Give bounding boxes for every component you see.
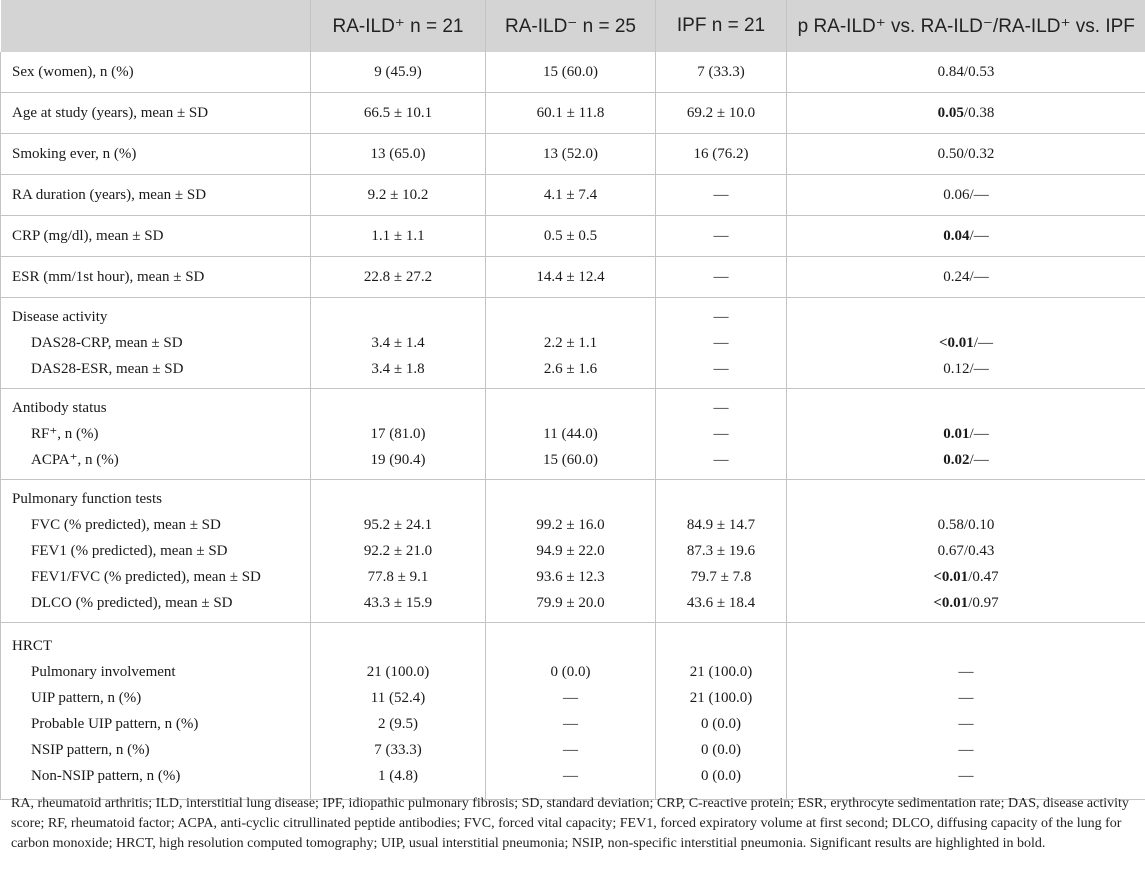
row-label: Non-NSIP pattern, n (%) xyxy=(31,768,181,784)
cell-value: 21 (100.0) xyxy=(689,664,753,680)
cell-value: 94.9 ± 22.0 xyxy=(536,543,605,559)
row-label: DAS28-ESR, mean ± SD xyxy=(31,361,184,377)
p-value xyxy=(787,175,1145,215)
p-value xyxy=(787,52,1145,92)
p-rest: /0.97 xyxy=(968,595,999,611)
row-label: Smoking ever, n (%) xyxy=(12,146,137,162)
cell-value: — xyxy=(713,426,729,442)
cell-value: — xyxy=(563,690,578,706)
row-label: Sex (women), n (%) xyxy=(12,64,134,80)
cell-value: 2 (9.5) xyxy=(378,716,418,732)
cell-value: 43.3 ± 15.9 xyxy=(363,595,433,611)
table-row xyxy=(1,175,1145,216)
cell-value: 69.2 ± 10.0 xyxy=(686,105,756,121)
cell-value: 2.2 ± 1.1 xyxy=(543,335,598,351)
table-footnote: RA, rheumatoid arthritis; ILD, interstitial lung disease; IPF, idiopathic pulmonary fibrosis; SD, standard deviation; CRP, C-reactive protein; ESR, erythrocyte sedimentation rate; DAS, disease activity score; RF, rheumatoid factor; ACPA, anti-cyclic citrullinated peptide antibodies; FVC, forced vital capacity; FEV1, forced expiratory volume at first second; DLCO, diffusing capacity of the lung for carbon monoxide; HRCT, high resolution computed tomography; UIP, usual interstitial pneumonia; NSIP, non-specific interstitial pneumonia. Significant results are highlighted in bold. xyxy=(11,796,1129,851)
group-hrct xyxy=(1,623,1145,800)
header-p-value: p RA-ILD⁺ vs. RA-ILD⁻/RA-ILD⁺ vs. IPF xyxy=(787,0,1145,52)
p-bold: 0.02 xyxy=(943,452,970,468)
header-ipf: IPF n = 21 xyxy=(656,0,787,52)
cell-value: 14.4 ± 12.4 xyxy=(536,269,605,285)
p-value: — xyxy=(958,664,974,680)
p-value: — xyxy=(958,742,974,758)
cell-value: 2.6 ± 1.6 xyxy=(543,361,598,377)
p-rest: /0.47 xyxy=(968,569,999,585)
cell-value: — xyxy=(713,452,729,468)
p-bold: 0.04 xyxy=(943,228,970,244)
p-value xyxy=(787,590,1145,616)
p-value xyxy=(787,134,1145,174)
row-label: FEV1 (% predicted), mean ± SD xyxy=(31,543,228,559)
cell-value: 9 (45.9) xyxy=(374,64,422,80)
cell-value: 21 (100.0) xyxy=(366,664,430,680)
p-rest: 0.12/— xyxy=(943,361,989,377)
cell-value: 4.1 ± 7.4 xyxy=(543,187,598,203)
cell-value: 22.8 ± 27.2 xyxy=(363,269,433,285)
row-label: DLCO (% predicted), mean ± SD xyxy=(31,595,233,611)
p-rest: /— xyxy=(973,335,993,351)
p-value xyxy=(787,330,1145,356)
cell-value: 0.5 ± 0.5 xyxy=(543,228,598,244)
cell-value: 15 (60.0) xyxy=(543,452,598,468)
cell-value: 0 (0.0) xyxy=(701,742,741,758)
row-label: FVC (% predicted), mean ± SD xyxy=(31,517,221,533)
p-rest: /— xyxy=(969,452,989,468)
cell-value: 84.9 ± 14.7 xyxy=(686,517,756,533)
cell-value: 16 (76.2) xyxy=(693,146,749,162)
cell-value: 66.5 ± 10.1 xyxy=(363,105,433,121)
table-row xyxy=(1,216,1145,257)
cell-value: — xyxy=(563,768,578,784)
cell-value: 87.3 ± 19.6 xyxy=(686,543,756,559)
header-row xyxy=(1,0,1145,52)
cell-value: 77.8 ± 9.1 xyxy=(367,569,429,585)
cell-value: 13 (52.0) xyxy=(543,146,598,162)
p-bold: <0.01 xyxy=(933,595,969,611)
p-value: — xyxy=(958,768,974,784)
cell-value: 43.6 ± 18.4 xyxy=(686,595,756,611)
p-value xyxy=(787,538,1145,564)
cell-value: 7 (33.3) xyxy=(374,742,422,758)
row-label: DAS28-CRP, mean ± SD xyxy=(31,335,183,351)
cell-value: 92.2 ± 21.0 xyxy=(363,543,433,559)
p-bold: <0.01 xyxy=(933,569,969,585)
table-row xyxy=(1,134,1145,175)
cell-value: 0 (0.0) xyxy=(550,664,591,680)
table-row xyxy=(1,257,1145,298)
row-label: RA duration (years), mean ± SD xyxy=(12,187,207,203)
table-row xyxy=(1,52,1145,93)
row-label: CRP (mg/dl), mean ± SD xyxy=(12,228,164,244)
cell-value: 79.7 ± 7.8 xyxy=(690,569,752,585)
p-value: — xyxy=(958,690,974,706)
cell-value: 21 (100.0) xyxy=(689,690,753,706)
cell-value: 15 (60.0) xyxy=(543,64,598,80)
header-ra-ild-neg: RA-ILD⁻ n = 25 xyxy=(486,0,656,52)
p-rest: 0.58/0.10 xyxy=(937,517,995,533)
cell-value: 0 (0.0) xyxy=(701,768,741,784)
group-label: Disease activity xyxy=(12,309,108,325)
p-value xyxy=(787,421,1145,447)
p-value xyxy=(787,93,1145,133)
cell-value: 3.4 ± 1.8 xyxy=(371,361,425,377)
cell-value: — xyxy=(563,742,578,758)
p-value xyxy=(787,512,1145,538)
p-rest: /— xyxy=(969,426,989,442)
row-label: ACPA⁺, n (%) xyxy=(31,452,119,468)
group-pulmonary-function xyxy=(1,480,1145,623)
cell-value: 1.1 ± 1.1 xyxy=(371,228,425,244)
p-rest: /— xyxy=(969,228,989,244)
p-rest: 0.24/— xyxy=(943,269,989,285)
cell-value: 7 (33.3) xyxy=(697,64,745,80)
header-ra-ild-pos: RA-ILD⁺ n = 21 xyxy=(311,0,486,52)
cell-value: — xyxy=(713,335,729,351)
row-label: Age at study (years), mean ± SD xyxy=(12,105,209,121)
cell-value: 11 (44.0) xyxy=(543,426,598,442)
row-label: ESR (mm/1st hour), mean ± SD xyxy=(12,269,205,285)
table-row xyxy=(1,93,1145,134)
cell-value: 19 (90.4) xyxy=(370,452,426,468)
p-bold: <0.01 xyxy=(939,335,974,351)
cell-value: — xyxy=(713,269,729,285)
cell-value: — xyxy=(563,716,578,732)
p-value xyxy=(787,356,1145,382)
cell-value: 3.4 ± 1.4 xyxy=(371,335,425,351)
cell-value: — xyxy=(713,228,729,244)
row-label: FEV1/FVC (% predicted), mean ± SD xyxy=(31,569,261,585)
p-rest: 0.50/0.32 xyxy=(937,146,995,162)
row-label: RF⁺, n (%) xyxy=(31,426,99,442)
row-label: Probable UIP pattern, n (%) xyxy=(31,716,199,732)
header-characteristic xyxy=(1,0,311,52)
row-label: Pulmonary involvement xyxy=(31,664,176,680)
cell-value: — xyxy=(713,361,729,377)
cell-value: — xyxy=(713,400,729,416)
group-antibody-status xyxy=(1,389,1145,480)
cell-value: — xyxy=(713,309,729,325)
p-value xyxy=(787,216,1145,256)
cell-value: 1 (4.8) xyxy=(378,768,418,784)
p-bold: 0.01 xyxy=(943,426,970,442)
p-rest: 0.67/0.43 xyxy=(937,543,995,559)
p-rest: 0.84/0.53 xyxy=(937,64,995,80)
cell-value: 17 (81.0) xyxy=(370,426,426,442)
group-disease-activity xyxy=(1,298,1145,389)
cell-value: 79.9 ± 20.0 xyxy=(536,595,605,611)
p-value xyxy=(787,257,1145,297)
cell-value: 95.2 ± 24.1 xyxy=(363,517,433,533)
p-value xyxy=(787,564,1145,590)
cell-value: 9.2 ± 10.2 xyxy=(367,187,429,203)
p-rest: /0.38 xyxy=(963,105,995,121)
p-rest: 0.06/— xyxy=(943,187,989,203)
group-label: Pulmonary function tests xyxy=(12,491,162,507)
cell-value: 0 (0.0) xyxy=(701,716,741,732)
row-label: NSIP pattern, n (%) xyxy=(31,742,150,758)
group-label: HRCT xyxy=(12,638,53,654)
cell-value: 60.1 ± 11.8 xyxy=(536,105,605,121)
cell-value: 11 (52.4) xyxy=(370,690,426,706)
p-value xyxy=(787,447,1145,473)
p-value: — xyxy=(958,716,974,732)
cell-value: 99.2 ± 16.0 xyxy=(536,517,605,533)
group-label: Antibody status xyxy=(12,400,107,416)
row-label: UIP pattern, n (%) xyxy=(31,690,142,706)
cell-value: — xyxy=(713,187,729,203)
cell-value: 93.6 ± 12.3 xyxy=(536,569,605,585)
p-bold: 0.05 xyxy=(937,105,964,121)
cell-value: 13 (65.0) xyxy=(370,146,426,162)
